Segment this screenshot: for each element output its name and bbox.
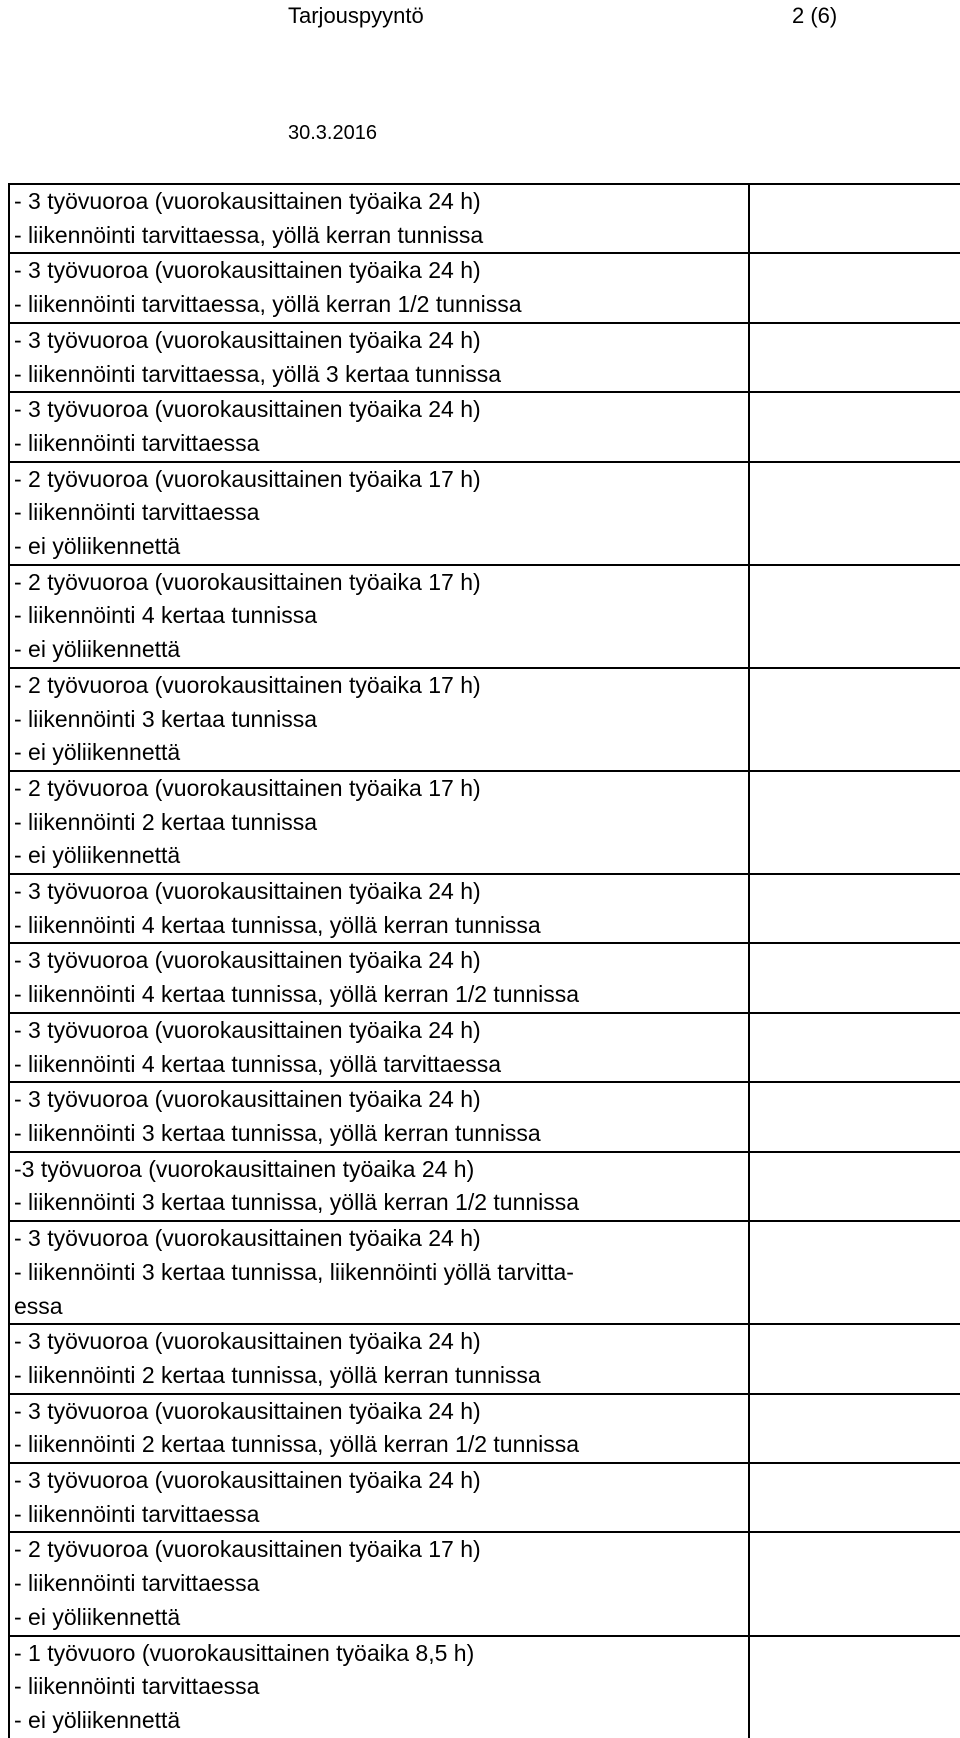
- shift-description-line: - 2 työvuoroa (vuorokausittainen työaika 17 h): [14, 774, 481, 801]
- shift-description-line: - 2 työvuoroa (vuorokausittainen työaika 17 h): [14, 671, 481, 698]
- empty-entry-cell: [749, 1394, 960, 1463]
- shift-description-line: - liikennöinti 3 kertaa tunnissa: [14, 705, 317, 732]
- shift-description-line: - 3 työvuoroa (vuorokausittainen työaika 24 h): [14, 1397, 481, 1424]
- shift-description-cell: [9, 253, 749, 322]
- shift-description-line: - ei yöliikennettä: [14, 739, 181, 766]
- table-row: [9, 1082, 960, 1151]
- empty-entry-cell: [749, 462, 960, 565]
- document-title: Tarjouspyyntö: [288, 3, 424, 28]
- shift-description-cell: [9, 184, 749, 253]
- table-row: [9, 323, 960, 392]
- shift-description-line: - liikennöinti 4 kertaa tunnissa, yöllä kerran 1/2 tunnissa: [14, 981, 580, 1008]
- shift-description-line: - 2 työvuoroa (vuorokausittainen työaika 17 h): [14, 568, 481, 595]
- shift-description-line: - ei yöliikennettä: [14, 533, 181, 560]
- shift-description-line: - 1 työvuoro (vuorokausittainen työaika 8,5 h): [14, 1639, 475, 1666]
- table-row: [9, 943, 960, 1012]
- shift-description-line: - liikennöinti tarvittaessa: [14, 499, 260, 526]
- shift-description-line: - liikennöinti tarvittaessa: [14, 1570, 260, 1597]
- shift-description-cell: [9, 1013, 749, 1082]
- shift-description-line: - liikennöinti tarvittaessa: [14, 1500, 260, 1527]
- shift-description-line: -3 työvuoroa (vuorokausittainen työaika 24 h): [14, 1155, 475, 1182]
- shift-description-line: - ei yöliikennettä: [14, 636, 181, 663]
- shift-description-line: - liikennöinti 3 kertaa tunnissa, liikennöinti yöllä tarvitta-: [14, 1258, 574, 1285]
- shift-description-line: - 3 työvuoroa (vuorokausittainen työaika 24 h): [14, 1016, 481, 1043]
- shift-description-line: - ei yöliikennettä: [14, 1603, 181, 1630]
- table-row: [9, 1324, 960, 1393]
- shift-description-cell: [9, 1082, 749, 1151]
- shift-description-cell: [9, 565, 749, 668]
- table-row: [9, 1152, 960, 1221]
- empty-entry-cell: [749, 565, 960, 668]
- empty-entry-cell: [749, 253, 960, 322]
- shift-description-cell: [9, 1463, 749, 1532]
- empty-entry-cell: [749, 1082, 960, 1151]
- shift-description-line: - 2 työvuoroa (vuorokausittainen työaika 17 h): [14, 465, 481, 492]
- shift-description-line: - liikennöinti tarvittaessa, yöllä kerran 1/2 tunnissa: [14, 291, 522, 318]
- shift-description-cell: [9, 323, 749, 392]
- empty-entry-cell: [749, 943, 960, 1012]
- table-row: [9, 1221, 960, 1324]
- shift-description-line: - 3 työvuoroa (vuorokausittainen työaika 24 h): [14, 326, 481, 353]
- shift-description-line: - 3 työvuoroa (vuorokausittainen työaika 24 h): [14, 1328, 481, 1355]
- shift-description-line: - 3 työvuoroa (vuorokausittainen työaika 24 h): [14, 1086, 481, 1113]
- shift-description-line: - 3 työvuoroa (vuorokausittainen työaika 24 h): [14, 1225, 481, 1252]
- page-number: 2 (6): [792, 3, 838, 28]
- shift-description-cell: [9, 1152, 749, 1221]
- shift-description-line: - liikennöinti 2 kertaa tunnissa, yöllä kerran 1/2 tunnissa: [14, 1431, 580, 1458]
- shift-description-line: - 3 työvuoroa (vuorokausittainen työaika 24 h): [14, 188, 481, 214]
- shift-description-line: - liikennöinti 2 kertaa tunnissa, yöllä kerran tunnissa: [14, 1361, 541, 1388]
- shift-description-line: - 3 työvuoroa (vuorokausittainen työaika 24 h): [14, 878, 481, 905]
- table-row: [9, 874, 960, 943]
- shift-description-line: - liikennöinti tarvittaessa, yöllä kerran tunnissa: [14, 221, 484, 248]
- empty-entry-cell: [749, 392, 960, 461]
- shift-description-line: - liikennöinti 4 kertaa tunnissa: [14, 602, 317, 629]
- shift-description-line: - ei yöliikennettä: [14, 842, 181, 869]
- shift-description-line: - 3 työvuoroa (vuorokausittainen työaika 24 h): [14, 396, 481, 423]
- shift-description-line: - liikennöinti tarvittaessa: [14, 1673, 260, 1700]
- shift-description-line: - liikennöinti 4 kertaa tunnissa, yöllä kerran tunnissa: [14, 911, 541, 938]
- table-row: [9, 462, 960, 565]
- shift-description-cell: [9, 1394, 749, 1463]
- empty-entry-cell: [749, 1221, 960, 1324]
- empty-entry-cell: [749, 1324, 960, 1393]
- shift-description-cell: [9, 943, 749, 1012]
- shift-description-cell: [9, 771, 749, 874]
- table-row: [9, 253, 960, 322]
- shift-description-line: - liikennöinti tarvittaessa: [14, 429, 260, 456]
- shift-description-cell: [9, 668, 749, 771]
- shift-description-cell: [9, 462, 749, 565]
- shift-requirements-table: [8, 183, 960, 1738]
- table-row: [9, 392, 960, 461]
- empty-entry-cell: [749, 874, 960, 943]
- table-row: [9, 1013, 960, 1082]
- empty-entry-cell: [749, 1013, 960, 1082]
- table-row: [9, 1636, 960, 1738]
- table-row: [9, 1532, 960, 1635]
- empty-entry-cell: [749, 771, 960, 874]
- shift-description-line: - 3 työvuoroa (vuorokausittainen työaika 24 h): [14, 947, 481, 974]
- empty-entry-cell: [749, 184, 960, 253]
- shift-description-line: - 3 työvuoroa (vuorokausittainen työaika 24 h): [14, 257, 481, 284]
- table-row: [9, 565, 960, 668]
- shift-description-line: - liikennöinti 4 kertaa tunnissa, yöllä tarvittaessa: [14, 1050, 502, 1077]
- shift-description-line: - liikennöinti 2 kertaa tunnissa: [14, 808, 317, 835]
- shift-description-cell: [9, 392, 749, 461]
- empty-entry-cell: [749, 1463, 960, 1532]
- shift-description-cell: [9, 1221, 749, 1324]
- shift-description-line: - liikennöinti 3 kertaa tunnissa, yöllä kerran 1/2 tunnissa: [14, 1189, 580, 1216]
- shift-description-cell: [9, 874, 749, 943]
- empty-entry-cell: [749, 1152, 960, 1221]
- shift-description-cell: [9, 1532, 749, 1635]
- shift-description-cell: [9, 1636, 749, 1738]
- shift-description-line: - liikennöinti tarvittaessa, yöllä 3 kertaa tunnissa: [14, 360, 502, 387]
- shift-description-line: - ei yöliikennettä: [14, 1706, 181, 1733]
- shift-description-cell: [9, 1324, 749, 1393]
- shift-description-line: - 3 työvuoroa (vuorokausittainen työaika 24 h): [14, 1467, 481, 1494]
- empty-entry-cell: [749, 323, 960, 392]
- empty-entry-cell: [749, 668, 960, 771]
- table-row: [9, 1463, 960, 1532]
- shift-description-line: - 2 työvuoroa (vuorokausittainen työaika 17 h): [14, 1536, 481, 1563]
- empty-entry-cell: [749, 1532, 960, 1635]
- document-date: 30.3.2016: [288, 122, 377, 144]
- shift-description-line: essa: [14, 1292, 63, 1319]
- table-row: [9, 771, 960, 874]
- empty-entry-cell: [749, 1636, 960, 1738]
- shift-description-line: - liikennöinti 3 kertaa tunnissa, yöllä kerran tunnissa: [14, 1119, 541, 1146]
- table-body: [9, 184, 960, 1738]
- table-row: [9, 184, 960, 253]
- table-row: [9, 1394, 960, 1463]
- table-row: [9, 668, 960, 771]
